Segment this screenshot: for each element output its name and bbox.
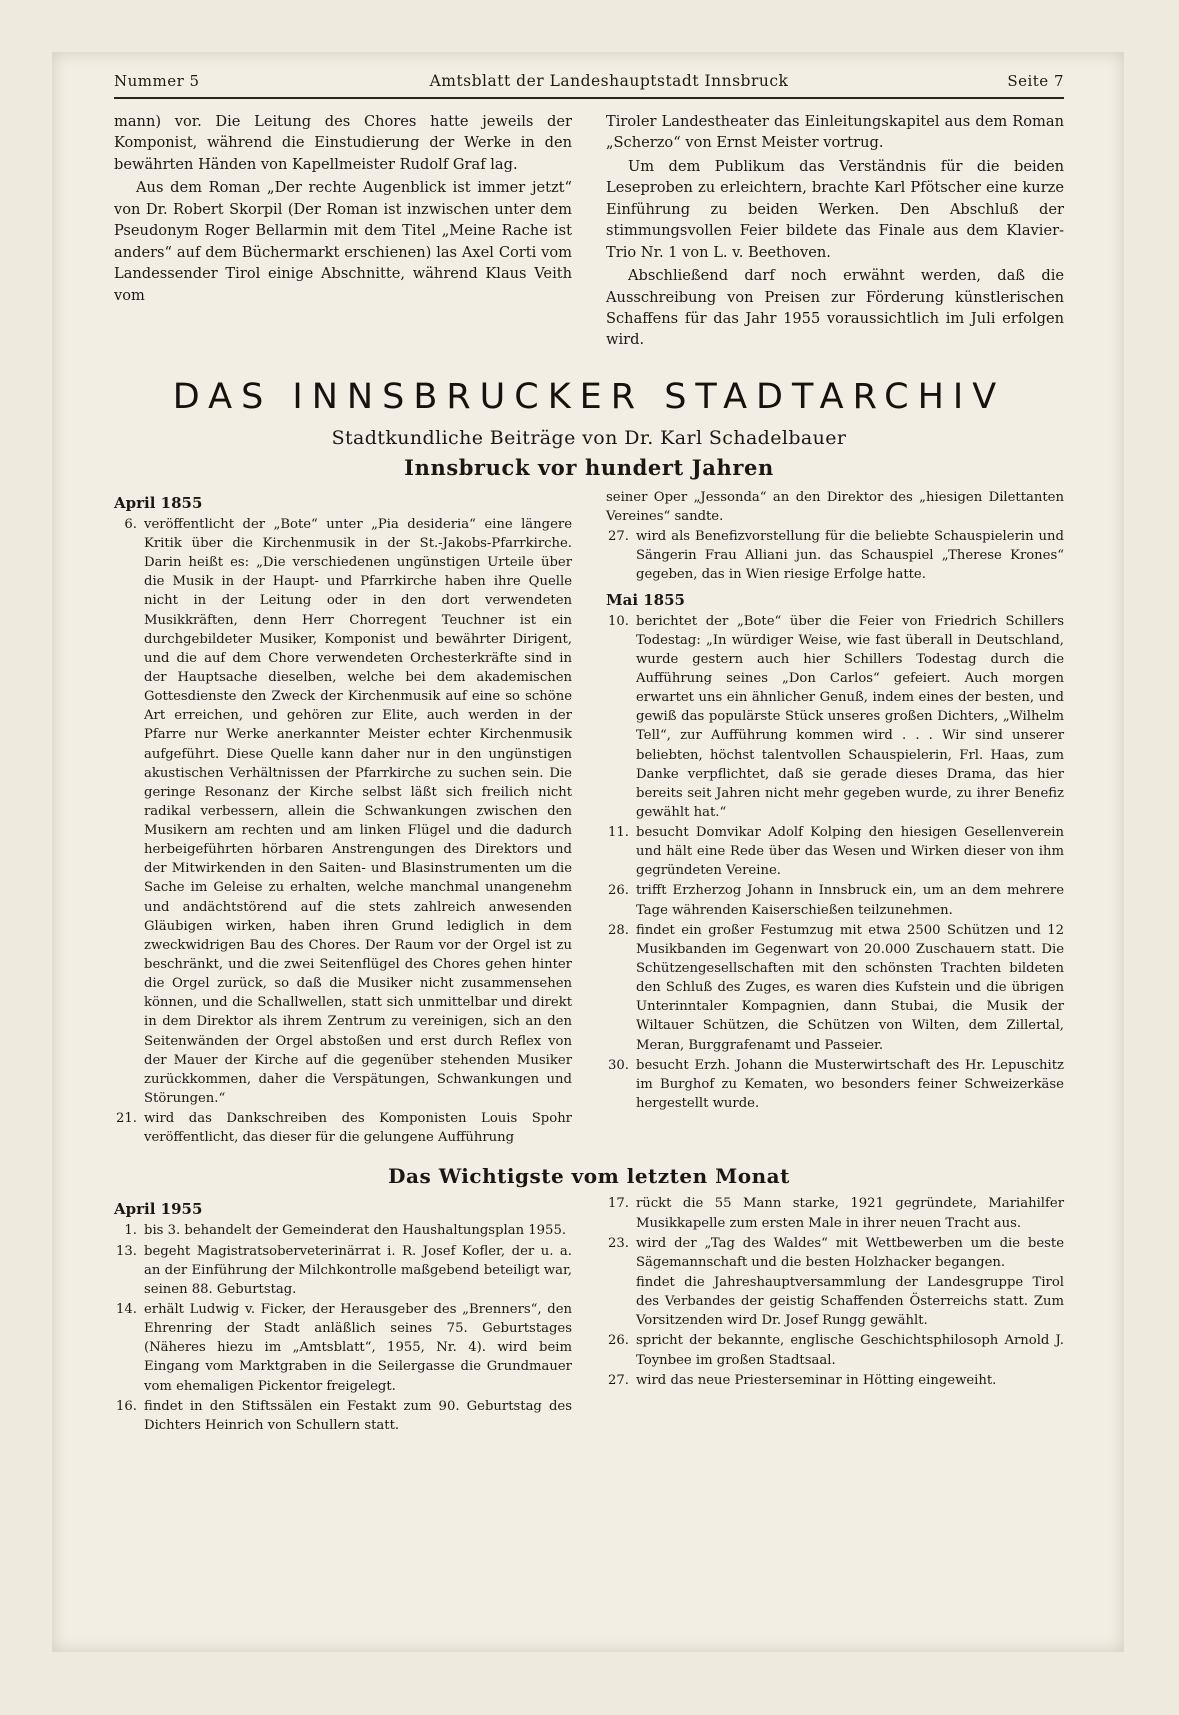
entry-number: 26.: [608, 883, 629, 899]
running-head-right: Seite 7: [1007, 72, 1064, 90]
entry-number: 14.: [116, 1302, 137, 1318]
running-head-left: Nummer 5: [114, 72, 200, 90]
entry-text: wird das Dankschreiben des Komponisten Louis Spohr veröffentlicht, das dieser für die gelungene Aufführung: [144, 1111, 572, 1146]
hundred-years-right-column: [606, 488, 1064, 1149]
month-heading: Mai 1855: [606, 590, 685, 609]
paragraph: Abschließend darf noch erwähnt werden, daß die Ausschreibung von Preisen zur Förderung künstlerischen Schaffens für das Jahr 1955 voraussichtlich im Juli erfolgen wird.: [606, 267, 1064, 349]
entry-text: findet in den Stiftssälen ein Festakt zum 90. Geburtstag des Dichters Heinrich von Schullern statt.: [144, 1398, 572, 1433]
list-item: [606, 1371, 1064, 1390]
entry-number: 16.: [116, 1398, 137, 1414]
list-item: [606, 1194, 1064, 1232]
entry-text: berichtet der „Bote“ über die Feier von Friedrich Schillers Todestag: „In würdiger Weise, wie fast überall in Deutschland, wurde gestern auch hier Schillers Todestag durch die Aufführung seines „Don Carlos“ gefeiert. Auch morgen erwartet uns ein ähnlicher Genuß, indem eines der besten, und gewiß das populärste Stück unseres großen Dichters, „Wilhelm Tell“, zur Aufführung kommen wird . . . Wir sind unserer beliebten, höchst talentvollen Schauspielerin, Frl. Haas, zum Danke verpflichtet, daß sie gerade dieses Drama, das hier bereits seit Jahren nicht mehr gegeben wurde, zu ihrer Benefiz gewählt hat.“: [636, 613, 1064, 820]
monthly-section: [114, 1194, 1064, 1436]
paragraph: mann) vor. Die Leitung des Chores hatte jeweils der Komponist, während die Einstudierung der Werke in den bewährten Händen von Kapellmeister Rudolf Graf lag.: [114, 113, 572, 173]
entry-number: 1.: [124, 1223, 137, 1239]
entry-number: 21.: [116, 1111, 137, 1127]
hundred-years-section: [114, 488, 1064, 1149]
list-item: [114, 1221, 572, 1240]
entry-number: 26.: [608, 1333, 629, 1349]
entry-text: besucht Erzh. Johann die Musterwirtschaft des Hr. Lepuschitz im Burghof zu Kematen, wo besonders feiner Schweizerkäse hergestellt wurde.: [636, 1057, 1064, 1112]
list-item: [606, 881, 1064, 919]
entry-number: 17.: [608, 1196, 629, 1212]
monthly-right-column: [606, 1194, 1064, 1436]
list-item: [114, 1242, 572, 1299]
paragraph: Aus dem Roman „Der rechte Augenblick ist immer jetzt“ von Dr. Robert Skorpil (Der Roman ist inzwischen unter dem Pseudonym Roger Bellarmin mit dem Titel „Meine Rache ist anders“ auf dem Büchermarkt erschienen) las Axel Corti vom Landessender Tirol einige Abschnitte, während Klaus Veith vom: [114, 179, 572, 304]
list-item: [606, 1234, 1064, 1272]
running-head-center: Amtsblatt der Landeshauptstadt Innsbruck: [429, 72, 789, 90]
continuation-text: [606, 488, 1064, 526]
entry-number: 27.: [608, 529, 629, 545]
list-item: [114, 515, 572, 1108]
entry-text: wird als Benefizvorstellung für die beliebte Schauspielerin und Sängerin Frau Alliani jun. das Schauspiel „Therese Krones“ gegeben, das in Wien riesige Erfolge hatte.: [636, 529, 1064, 583]
list-item: [606, 612, 1064, 823]
entry-text: wird der „Tag des Waldes“ mit Wettbewerben um die beste Sägemannschaft und die besten Holzhacker begangen.: [636, 1235, 1064, 1270]
list-item: [606, 1273, 1064, 1330]
entry-text: rückt die 55 Mann starke, 1921 gegründete, Mariahilfer Musikkapelle zum ersten Male in ihrer neuen Tracht aus.: [636, 1196, 1064, 1231]
list-item: [606, 1056, 1064, 1113]
month-heading: April 1955: [114, 1200, 203, 1219]
top-article-right-column: [606, 111, 1064, 353]
entry-text: findet ein großer Festumzug mit etwa 2500 Schützen und 12 Musikbanden im Gegenwart von 20.000 Zuschauern statt. Die Schützengesellschaften mit den schönsten Trachten bildeten den Schluß des Zuges, es waren dies Kufstein und die übrigen Unterinntaler Kompagnien, dann Stubai, die Musik der Wiltauer Schützen, die Schützen von Wilten, dem Zillertal, Meran, Burggrafenamt und Passeier.: [636, 922, 1064, 1053]
running-head: [114, 72, 1064, 90]
entry-text: wird das neue Priesterseminar in Hötting eingeweiht.: [636, 1372, 997, 1388]
entry-text: veröffentlicht der „Bote“ unter „Pia desideria“ eine längere Kritik über die Kirchenmusik in der St.-Jakobs-Pfarrkirche. Darin heißt es: „Die verschiedenen ungünstigen Urteile über die Musik in der Haupt- und Pfarrkirche haben ihre Quelle nicht in der Leitung oder in den dort verwendeten Musikkräften, denn Herr Chorregent Teuchner ist ein durchgebildeter Musiker, Komponist und bewährter Dirigent, und die auf dem Chore verwendeten Orchesterkräfte sind in der Hauptsache dieselben, welche bei dem akademischen Gottesdienste den Zweck der Kirchenmusik auf eine so schöne Art erreichen, und gehören zur Elite, auch werden in der Pfarre nur Werke anerkannter Meister echter Kirchenmusik aufgeführt. Diese Quelle kann daher nur in den ungünstigen akustischen Verhältnissen der Pfarrkirche zu suchen sein. Die geringe Resonanz der Kirche selbst läßt sich freilich nicht radikal verbessern, allein die Schwankungen zwischen den Musikern am rechten und am linken Flügel und die dadurch herbeigeführten hörbaren Anstrengungen des Direktors und der Mitwirkenden in den Saiten- und Blasinstrumenten um die Sache im Geleise zu erhalten, welche manchmal unangenehm und andächtstörend auf die stets zahlreich anwesenden Gläubigen wirken, haben ihren Grund lediglich in dem zweckwidrigen Bau des Chores. Der Raum vor der Orgel ist zu beschränkt, und die zwei Seitenflügel des Chores gehen hinter die Orgel zurück, so daß die Musiker nicht zusammensehen können, und die Schallwellen, statt sich unmittelbar und direkt in dem Direktor als ihrem Zentrum zu vereinigen, sich an den Seitenwänden der Orgel abstoßen und erst durch Reflex von der Mauer der Kirche auf die gegenüber stehenden Musiker zurückkommen, daher die Verspätungen, Schwankungen und Störungen.“: [144, 516, 572, 1107]
entry-number: 23.: [608, 1235, 629, 1251]
entry-number: 30.: [608, 1057, 629, 1073]
page-content: [114, 72, 1064, 1436]
entry-text: seiner Oper „Jessonda“ an den Direktor des „hiesigen Dilettanten Vereines“ sandte.: [606, 489, 1064, 524]
paragraph: Um dem Publikum das Verständnis für die beiden Leseproben zu erleichtern, brachte Karl Pfötscher eine kurze Einführung zu beiden Werken. Den Abschluß der stimmungsvollen Feier bildete das Finale aus dem Klavier-Trio Nr. 1 von L. v. Beethoven.: [606, 157, 1064, 261]
entry-text: trifft Erzherzog Johann in Innsbruck ein, um an dem mehrere Tage währenden Kaiserschießen teilzunehmen.: [636, 883, 1064, 918]
list-item: [606, 823, 1064, 880]
list-item: [114, 1300, 572, 1396]
entry-number: 11.: [608, 825, 629, 841]
list-item: [606, 527, 1064, 584]
archive-title: DAS INNSBRUCKER STADTARCHIV: [172, 376, 1006, 417]
paragraph: Tiroler Landestheater das Einleitungskapitel aus dem Roman „Scherzo“ von Ernst Meister vortrug.: [606, 113, 1064, 152]
month-heading: April 1855: [114, 493, 203, 512]
monthly-left-column: [114, 1194, 572, 1436]
list-item: [114, 1397, 572, 1435]
entry-text: begeht Magistratsoberveterinärrat i. R. Josef Kofler, der u. a. an der Einführung der Milchkontrolle maßgebend beteiligt war, seinen 88. Geburtstag.: [144, 1243, 572, 1297]
header-rule: [114, 97, 1064, 99]
entry-number: 6.: [124, 516, 137, 532]
top-article: [114, 111, 1064, 353]
top-article-left-column: [114, 111, 572, 353]
list-item: [114, 1109, 572, 1147]
entry-text: findet die Jahreshauptversammlung der Landesgruppe Tirol des Verbandes der geistig Schaffenden Österreichs statt. Zum Vorsitzenden wird Dr. Josef Rungg gewählt.: [636, 1275, 1064, 1329]
entry-number: [606, 1273, 636, 1330]
entry-number: 28.: [608, 922, 629, 938]
entry-text: besucht Domvikar Adolf Kolping den hiesigen Gesellenverein und hält eine Rede über das Wesen und Wirken dieser von ihm gegründeten Vereine.: [636, 825, 1064, 879]
archive-section-title: Innsbruck vor hundert Jahren: [404, 454, 774, 480]
archive-subtitle: Stadtkundliche Beiträge von Dr. Karl Schadelbauer: [331, 426, 847, 449]
paper-sheet: [52, 52, 1124, 1652]
hundred-years-left-column: [114, 488, 572, 1149]
entry-text: bis 3. behandelt der Gemeinderat den Haushaltungsplan 1955.: [144, 1223, 567, 1239]
entry-number: 27.: [608, 1372, 629, 1388]
entry-number: 10.: [608, 613, 629, 629]
monthly-section-title: Das Wichtigste vom letzten Monat: [388, 1164, 790, 1189]
entry-number: 13.: [116, 1243, 137, 1259]
entry-text: spricht der bekannte, englische Geschichtsphilosoph Arnold J. Toynbee im großen Stadtsaal.: [636, 1333, 1064, 1368]
list-item: [606, 1331, 1064, 1369]
list-item: [606, 921, 1064, 1055]
entry-text: erhält Ludwig v. Ficker, der Herausgeber des „Brenners“, den Ehrenring der Stadt anläßlich seines 75. Geburtstages (Näheres hiezu im „Amtsblatt“, 1955, Nr. 4). wird beim Eingang vom Marktgraben in die Seilergasse die Grundmauer vom ehemaligen Pickentor freigelegt.: [144, 1302, 572, 1394]
